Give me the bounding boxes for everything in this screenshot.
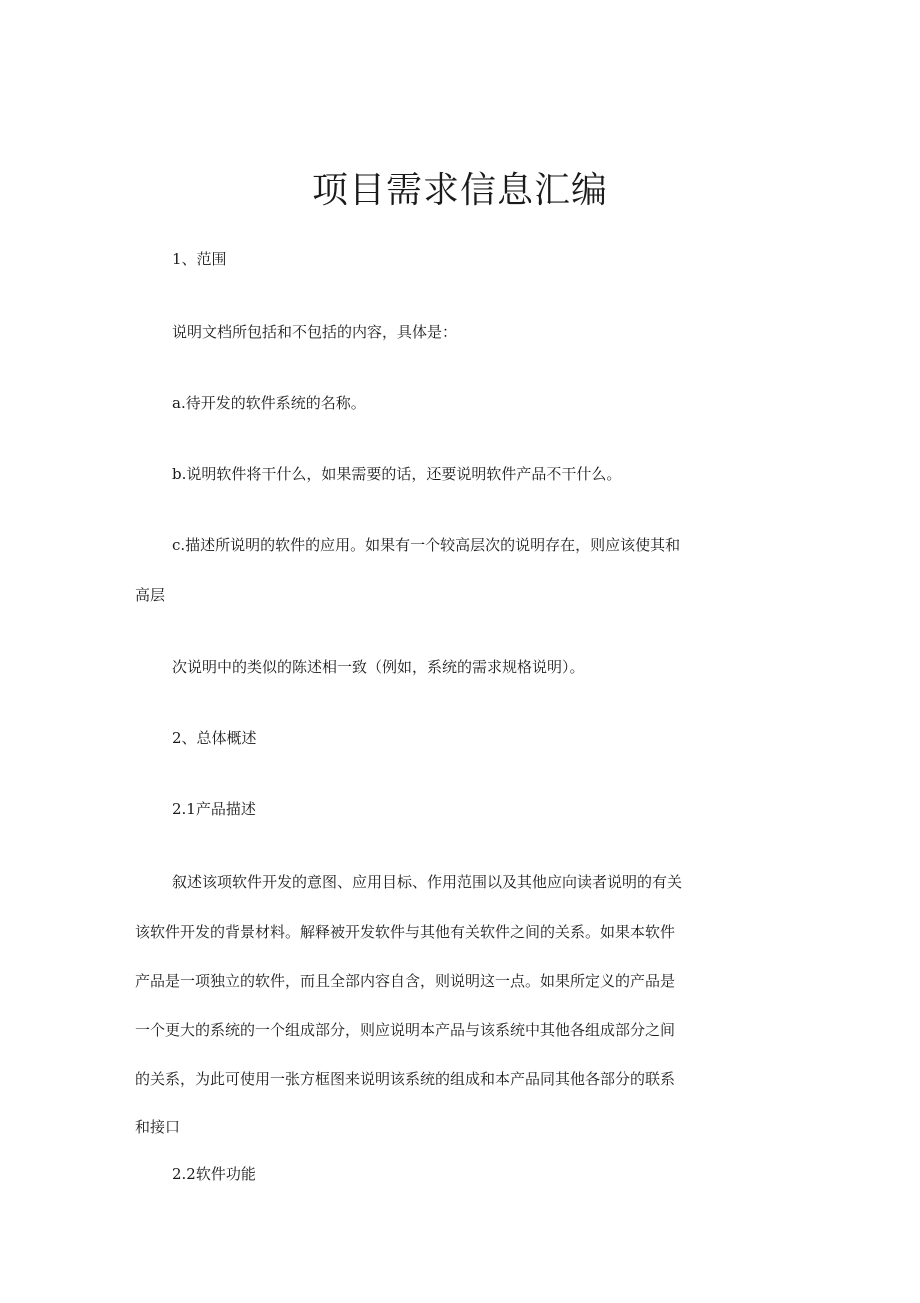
subsection-heading-software-functions: 2.2软件功能 — [172, 1165, 256, 1183]
paragraph-line: 叙述该项软件开发的意图、应用目标、作用范围以及其他应向读者说明的有关 — [172, 873, 683, 891]
paragraph-line: 高层 — [135, 586, 166, 604]
paragraph-line: 的关系，为此可使用一张方框图来说明该系统的组成和本产品同其他各部分的联系 — [135, 1070, 676, 1088]
paragraph-line: 产品是一项独立的软件，而且全部内容自含，则说明这一点。如果所定义的产品是 — [135, 972, 676, 990]
section-heading-overview: 2、总体概述 — [172, 729, 257, 747]
paragraph-line: 和接口 — [135, 1118, 181, 1136]
section-heading-scope: 1、范围 — [172, 250, 227, 268]
list-item-b: b.说明软件将干什么，如果需要的话，还要说明软件产品不干什么。 — [172, 465, 622, 483]
paragraph-line: 说明文档所包括和不包括的内容，具体是： — [172, 323, 458, 341]
paragraph-line: 该软件开发的背景材料。解释被开发软件与其他有关软件之间的关系。如果本软件 — [135, 923, 676, 941]
paragraph-line: 次说明中的类似的陈述相一致（例如，系统的需求规格说明）。 — [172, 658, 585, 676]
paragraph-line: 一个更大的系统的一个组成部分，则应说明本产品与该系统中其他各组成部分之间 — [135, 1021, 676, 1039]
list-item-c: c.描述所说明的软件的应用。如果有一个较高层次的说明存在，则应该使其和 — [172, 536, 681, 554]
list-item-a: a.待开发的软件系统的名称。 — [172, 394, 366, 412]
document-title: 项目需求信息汇编 — [311, 170, 608, 211]
subsection-heading-product-description: 2.1产品描述 — [172, 800, 256, 818]
